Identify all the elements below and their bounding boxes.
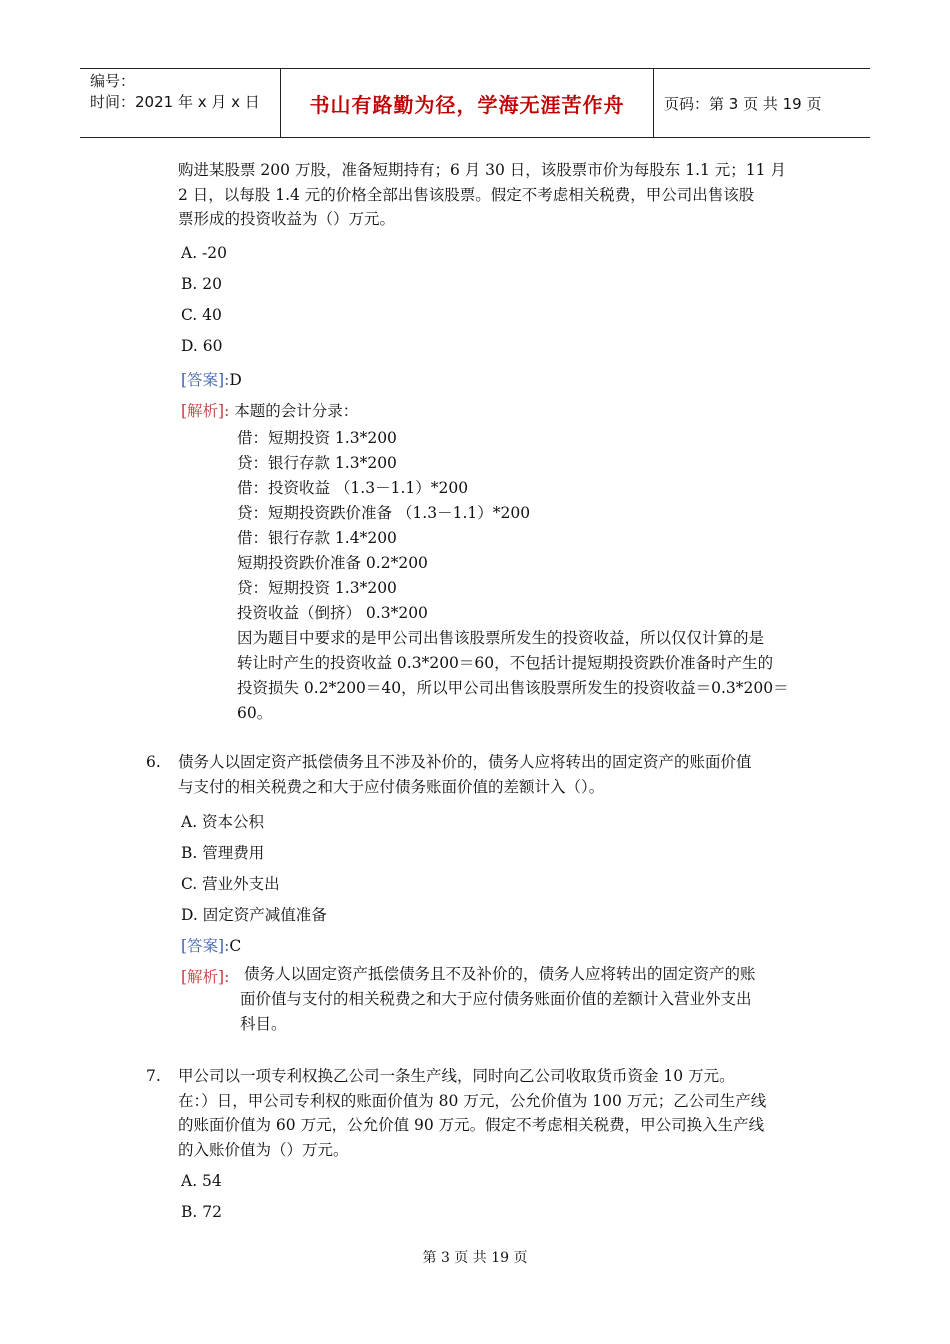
- text-line: 购进某股票 200 万股，准备短期持有；6 月 30 日，该股票市价为每股东 1.1 元；11 月: [178, 161, 786, 179]
- option-a: A. 资本公积: [181, 813, 265, 831]
- text-line: 2 日，以每股 1.4 元的价格全部出售该股票。假定不考虑相关税费，甲公司出售该股: [178, 185, 755, 204]
- option-d: D. 60: [181, 337, 223, 355]
- question-7-text: [178, 1064, 808, 1162]
- analysis-label-row: [181, 965, 229, 987]
- question-number: 6.: [146, 753, 161, 771]
- header-motto: 书山有路勤为径，学海无涯苦作舟: [281, 69, 654, 137]
- analysis-line: 面价值与支付的相关税费之和大于应付债务账面价值的差额计入营业外支出: [240, 990, 752, 1008]
- answer-value: C: [229, 937, 242, 955]
- text-line: 甲公司以一项专利权换乙公司一条生产线，同时向乙公司收取货币资金 10 万元。: [178, 1067, 735, 1085]
- analysis-text: [240, 962, 810, 1037]
- explanation-line: 60。: [237, 704, 273, 722]
- explanation-line: 投资损失 0.2*200＝40，所以甲公司出售该股票所发生的投资收益＝0.3*200＝: [237, 679, 789, 697]
- option-b: B. 20: [181, 275, 222, 293]
- question-number: 7.: [146, 1067, 161, 1085]
- analysis-label: [解析]:: [181, 968, 230, 986]
- answer-row: [181, 368, 242, 390]
- analysis-intro: 本题的会计分录：: [234, 402, 359, 420]
- analysis-row: [181, 399, 358, 421]
- answer-value: D: [229, 371, 242, 389]
- header-meta: [80, 69, 281, 137]
- option-a: A. -20: [181, 244, 228, 262]
- option-c: C. 营业外支出: [181, 875, 280, 893]
- entry-line: 借：短期投资 1.3*200: [237, 429, 397, 447]
- entry-line: 贷：短期投资跌价准备 （1.3－1.1）*200: [237, 504, 531, 522]
- answer-label: [答案]:: [181, 937, 230, 955]
- text-line: 的账面价值为 60 万元，公允价值 90 万元。假定不考虑相关税费，甲公司换入生产线: [178, 1116, 765, 1134]
- time-label: 时间：2021 年 x 月 x 日: [90, 93, 260, 111]
- text-line: 与支付的相关税费之和大于应付债务账面价值的差额计入（）。: [178, 777, 605, 796]
- analysis-line: 科目。: [240, 1015, 287, 1033]
- explanation-line: 转让时产生的投资收益 0.3*200＝60，不包括计提短期投资跌价准备时产生的: [237, 654, 774, 672]
- journal-entries: [237, 426, 812, 726]
- text-line: 在：）日，甲公司专利权的账面价值为 80 万元，公允价值为 100 万元；乙公司生产线: [178, 1091, 767, 1110]
- page-footer: 第 3 页 共 19 页: [422, 1250, 528, 1266]
- entry-line: 借：投资收益 （1.3－1.1）*200: [237, 479, 469, 497]
- entry-line: 借：银行存款 1.4*200: [237, 529, 397, 547]
- text-line: 的入账价值为（）万元。: [178, 1140, 349, 1159]
- analysis-line: 债务人以固定资产抵偿债务且不及补价的，债务人应将转出的固定资产的账: [244, 965, 756, 983]
- option-d: D. 固定资产减值准备: [181, 906, 327, 924]
- question-6-text: [178, 750, 808, 799]
- option-b: B. 管理费用: [181, 844, 265, 862]
- entry-line: 投资收益（倒挤） 0.3*200: [237, 604, 428, 622]
- question-5-text: [178, 158, 808, 232]
- entry-line: 短期投资跌价准备 0.2*200: [237, 554, 428, 572]
- text-line: 债务人以固定资产抵偿债务且不涉及补价的，债务人应将转出的固定资产的账面价值: [178, 753, 752, 771]
- explanation-line: 因为题目中要求的是甲公司出售该股票所发生的投资收益，所以仅仅计算的是: [237, 629, 765, 647]
- page-header: [80, 68, 870, 138]
- text-line: 票形成的投资收益为（）万元。: [178, 210, 396, 228]
- entry-line: 贷：短期投资 1.3*200: [237, 579, 397, 597]
- option-c: C. 40: [181, 306, 222, 324]
- entry-line: 贷：银行存款 1.3*200: [237, 454, 397, 472]
- answer-label: [答案]:: [181, 371, 230, 389]
- analysis-label: [解析]:: [181, 402, 230, 420]
- number-label: 编号：: [90, 72, 136, 90]
- answer-row: [181, 934, 241, 956]
- option-a: A. 54: [181, 1172, 222, 1190]
- option-b: B. 72: [181, 1203, 222, 1221]
- header-page-info: 页码：第 3 页 共 19 页: [664, 94, 822, 113]
